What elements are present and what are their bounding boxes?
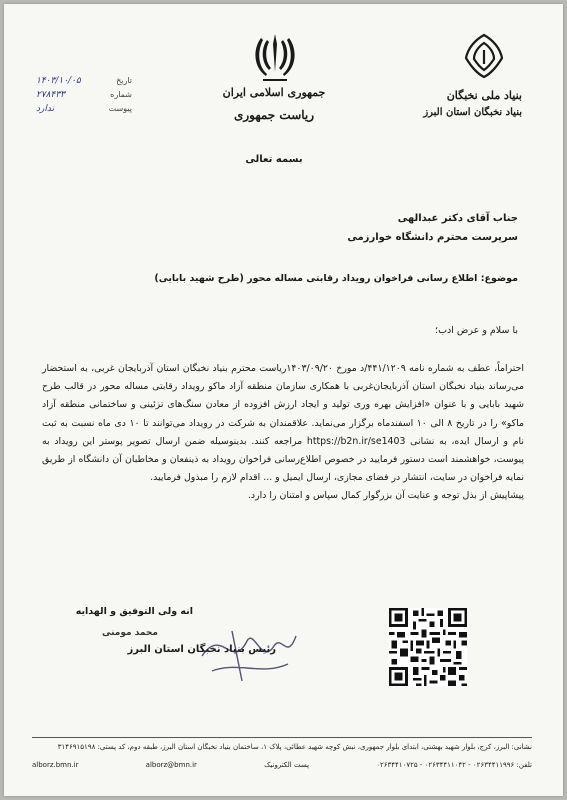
signature-image bbox=[192, 616, 302, 691]
letter-subject: موضوع: اطلاع رسانی فراخوان رویداد رقابتی مساله محور (طرح شهید بابایی) bbox=[154, 273, 518, 284]
bismillah: بسمه تعالی bbox=[245, 154, 303, 165]
date-row bbox=[36, 74, 132, 88]
signatory-title: رئیس بنیاد نخبگان استان البرز bbox=[127, 644, 276, 655]
footer-contacts bbox=[32, 761, 532, 769]
letter-metadata bbox=[36, 74, 132, 116]
attachment-row bbox=[36, 102, 132, 116]
letter-body bbox=[42, 360, 524, 506]
iran-emblem-icon bbox=[253, 32, 297, 86]
addressee-title: سرپرست محترم دانشگاه خوارزمی bbox=[347, 232, 518, 243]
body-paragraph-1: احتراماً، عطف به شماره نامه ۴۴۱/۱۲۰۹/د مورخ ۱۴۰۳/۰۹/۲۰ریاست محترم بنیاد نخبگان استان آذربایجان غربی، به استحضار می‌رساند بنیاد نخبگان استان آذربایجان‌غربی با همکاری سازمان منطقه آزاد ماکو رویداد رقابتی مساله محور در قالب طرح شهید بابایی و با عنوان «افزایش بهره وری تولید و ایجاد ارزش افزوده از معادن سنگ‌های تزئینی و ساختمانی منطقه آزاد ماکو» را در تاریخ ۸ الی ۱۰ اسفندماه برگزار می‌نماید. علاقمندان به شرکت در رویداد می‌توانند تا ۱۰ دی ماه نسبت به ثبت نام و ارسال ایده، به نشانی https://b2n.ir/se1403 مراجعه کنند. بدینوسیله ضمن ارسال تصویر پوستر این رویداد به پیوست، خواهشمند است دستور فرمایید در خصوص اطلاع‌رسانی فراخوان رویداد به ذینفعان و مخاطبان آن دانشگاه از طریق نمایه فراخوان در سایت، انتشار در فضای مجازی، ارسال ایمیل و ... اقدام لازم را مبذول فرمایید. bbox=[42, 363, 524, 484]
closing-phrase: انه ولی التوفیق و الهدایه bbox=[75, 606, 193, 617]
government-title: جمهوری اسلامی ایران bbox=[222, 86, 326, 99]
addressee-name: جناب آقای دکتر عبدالهی bbox=[397, 213, 518, 224]
footer-address: نشانی: البرز، کرج، بلوار شهید بهشتی، ابتدای بلوار جمهوری، نبش کوچه شهید عطائی، پلاک ۱، ساختمان بنیاد نخبگان استان البرز، طبقه دوم، کد پستی: ۳۱۴۶۹۱۵۱۹۸ bbox=[57, 743, 532, 751]
footer-phones: تلفن: ۰۲۶۳۴۴۱۱۹۹۶ - ۰۲۶۳۴۴۱۱۰۴۲ - ۰۲۶۳۴۴۱۰۷۲۵ bbox=[376, 761, 532, 769]
footer-email-label: پست الکترونیک bbox=[264, 761, 310, 769]
attachment-label: پیوست bbox=[108, 104, 132, 113]
footer-website[interactable]: alborz.bmn.ir bbox=[32, 761, 79, 769]
foundation-title: بنیاد ملی نخبگان bbox=[446, 89, 522, 102]
body-paragraph-2: پیشاپیش از بذل توجه و عنایت آن بزرگوار کمال سپاس و امتنان را دارد. bbox=[247, 490, 524, 502]
footer-email[interactable]: alborz@bmn.ir bbox=[145, 761, 197, 769]
foundation-logo-icon bbox=[460, 32, 508, 80]
number-value: ۲۷۸۴۳۳ bbox=[36, 90, 66, 100]
number-label: شماره bbox=[110, 90, 132, 99]
attachment-value: ندارد bbox=[36, 104, 55, 114]
date-value: ۱۴۰۳/۱۰/۰۵ bbox=[36, 76, 81, 86]
letter-page bbox=[4, 4, 563, 796]
qr-code-icon[interactable] bbox=[389, 608, 467, 686]
number-row bbox=[36, 88, 132, 102]
footer-divider bbox=[32, 737, 532, 738]
signatory-name: محمد مومنی bbox=[102, 628, 158, 638]
provincial-foundation-title: بنیاد نخبگان استان البرز bbox=[423, 107, 522, 118]
presidency-title: ریاست جمهوری bbox=[233, 108, 315, 122]
greeting: با سلام و عرض ادب؛ bbox=[435, 325, 518, 336]
date-label: تاریخ bbox=[116, 76, 132, 85]
